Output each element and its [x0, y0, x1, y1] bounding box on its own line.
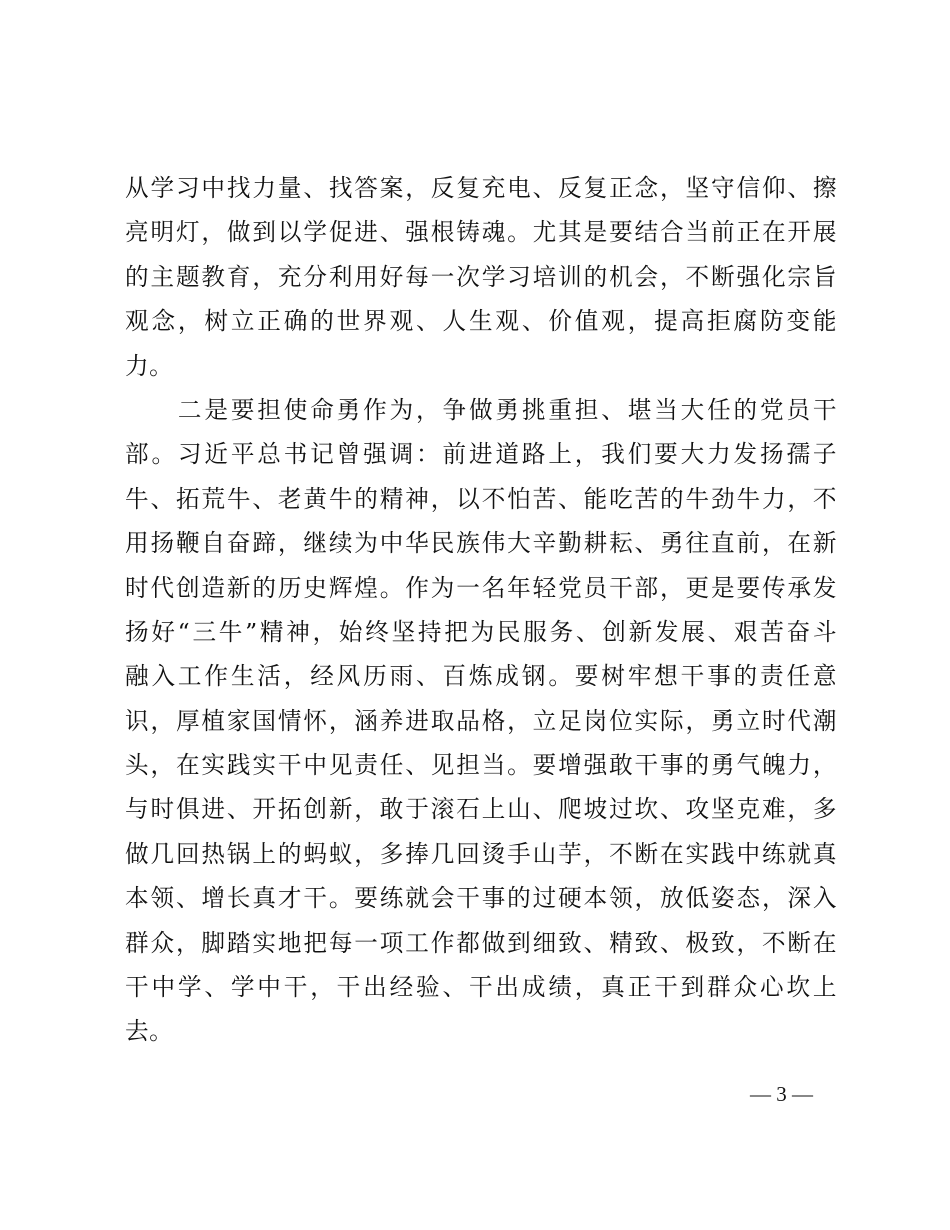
text-line: 扬好“三牛”精神，始终坚持把为民服务、创新发展、艰苦奋斗: [125, 617, 837, 646]
body-text: [125, 166, 837, 1054]
text-line: 融入工作生活，经风历雨、百炼成钢。要树牢想干事的责任意: [125, 662, 837, 691]
text-line: 亮明灯，做到以学促进、强根铸魂。尤其是要结合当前正在开展: [125, 218, 837, 247]
text-line: 用扬鞭自奋蹄，继续为中华民族伟大辛勤耕耘、勇往直前，在新: [125, 529, 837, 558]
text-line: 与时俱进、开拓创新，敢于滚石上山、爬坡过坎、攻坚克难，多: [125, 795, 837, 824]
text-line: 去。: [125, 1017, 174, 1046]
page-number: — 3 —: [750, 1082, 813, 1106]
text-line: 的主题教育，充分利用好每一次学习培训的机会，不断强化宗旨: [125, 262, 837, 291]
text-line: 力。: [125, 351, 174, 380]
text-line: 时代创造新的历史辉煌。作为一名年轻党员干部，更是要传承发: [125, 573, 837, 602]
text-line: 从学习中找力量、找答案，反复充电、反复正念，坚守信仰、擦: [125, 174, 837, 202]
text-line: 部。习近平总书记曾强调：前进道路上，我们要大力发扬孺子: [125, 440, 837, 469]
text-line: 本领、增长真才干。要练就会干事的过硬本领，放低姿态，深入: [125, 884, 837, 913]
text-line: 牛、拓荒牛、老黄牛的精神，以不怕苦、能吃苦的牛劲牛力，不: [125, 484, 837, 513]
text-line: 二是要担使命勇作为，争做勇挑重担、堪当大任的党员干: [125, 395, 837, 424]
text-line: 做几回热锅上的蚂蚁，多捧几回烫手山芋，不断在实践中练就真: [125, 839, 837, 868]
text-line: 干中学、学中干，干出经验、干出成绩，真正干到群众心坎上: [125, 973, 837, 1002]
text-line: 群众，脚踏实地把每一项工作都做到细致、精致、极致，不断在: [125, 928, 837, 957]
text-line: 识，厚植家国情怀，涵养进取品格，立足岗位实际，勇立时代潮: [125, 706, 837, 735]
text-line: 头，在实践实干中见责任、见担当。要增强敢干事的勇气魄力，: [125, 751, 837, 780]
text-line: 观念，树立正确的世界观、人生观、价值观，提高拒腐防变能: [125, 307, 837, 336]
